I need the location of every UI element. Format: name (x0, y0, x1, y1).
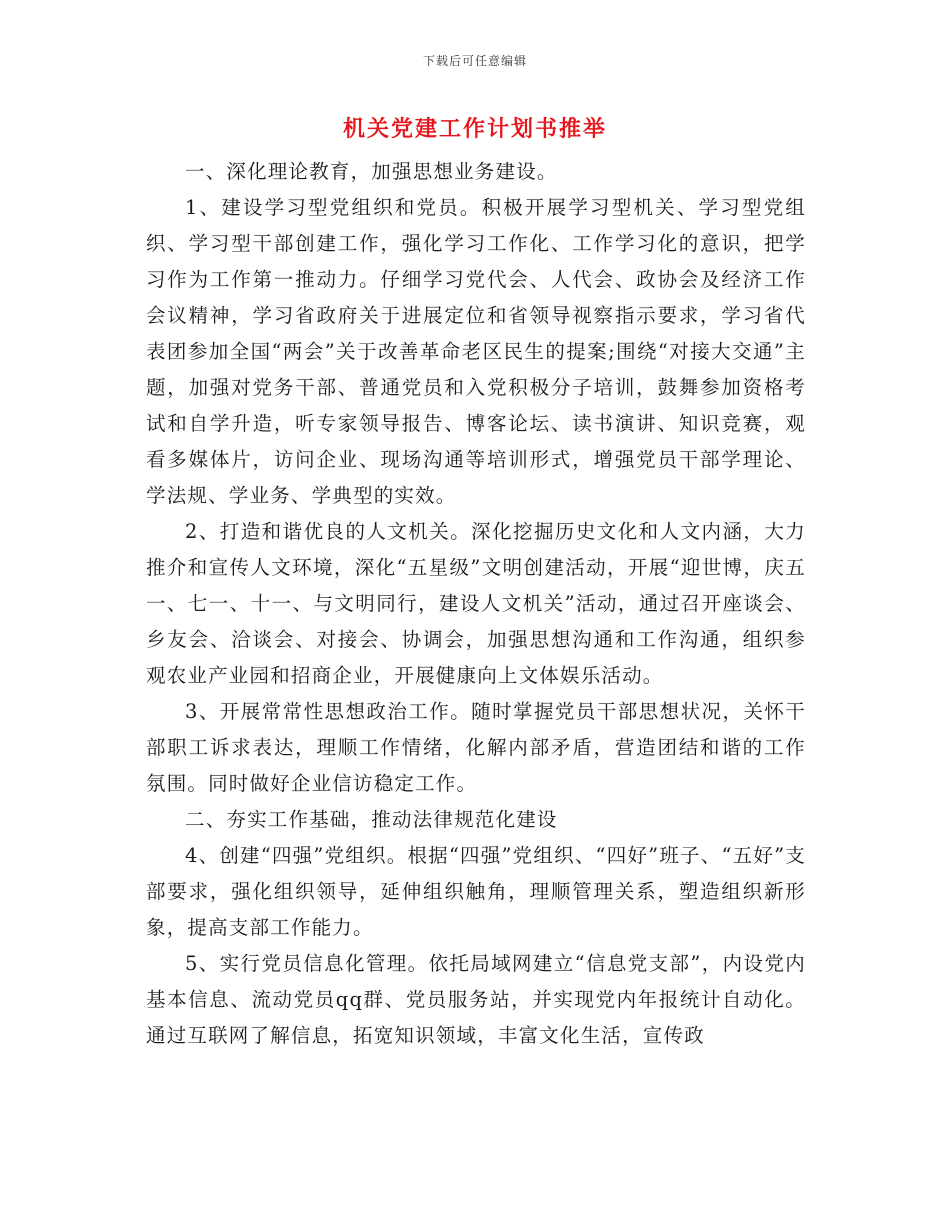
paragraph-2: 2、打造和谐优良的人文机关。深化挖掘历史文化和人文内涵，大力推介和宣传人文环境，深化“五星级”文明创建活动，开展“迎世博，庆五一、七一、十一、与文明同行，建设人文机关”活动，通过召开座谈会、乡友会、洽谈会、对接会、协调会，加强思想沟通和工作沟通，组织参观农业产业园和招商企业，开展健康向上文体娱乐活动。 (146, 520, 806, 687)
section-heading-1: 一、深化理论教育，加强思想业务建设。 (185, 160, 558, 183)
paragraph-3: 3、开展常常性思想政治工作。随时掌握党员干部思想状况，关怀干部职工诉求表达，理顺工作情绪，化解内部矛盾，营造团结和谐的工作氛围。同时做好企业信访稳定工作。 (146, 700, 806, 795)
paragraph-4: 4、创建“四强”党组织。根据“四强”党组织、“四好”班子、“五好”支部要求，强化组织领导，延伸组织触角，理顺管理关系，塑造组织新形象，提高支部工作能力。 (146, 844, 806, 939)
paragraph-1: 1、建设学习型党组织和党员。积极开展学习型机关、学习型党组织、学习型干部创建工作，强化学习工作化、工作学习化的意识，把学习作为工作第一推动力。仔细学习党代会、人代会、政协会及经济工作会议精神，学习省政府关于进展定位和省领导视察指示要求，学习省代表团参加全国“两会”关于改善革命老区民生的提案;围绕“对接大交通”主题，加强对党务干部、普通党员和入党积极分子培训，鼓舞参加资格考试和自学升造，听专家领导报告、博客论坛、读书演讲、知识竞赛，观看多媒体片，访问企业、现场沟通等培训形式，增强党员干部学理论、学法规、学业务、学典型的实效。 (146, 196, 806, 507)
document-body (146, 154, 806, 1054)
paragraph-5: 5、实行党员信息化管理。依托局域网建立“信息党支部”，内设党内基本信息、流动党员qq群、党员服务站，并实现党内年报统计自动化。通过互联网了解信息，拓宽知识领域，丰富文化生活，宣传政 (146, 952, 806, 1047)
header-note: 下载后可任意编辑 (422, 54, 527, 68)
document-title: 机关党建工作计划书推举 (342, 116, 607, 142)
section-heading-2: 二、夯实工作基础，推动法律规范化建设 (185, 808, 558, 831)
